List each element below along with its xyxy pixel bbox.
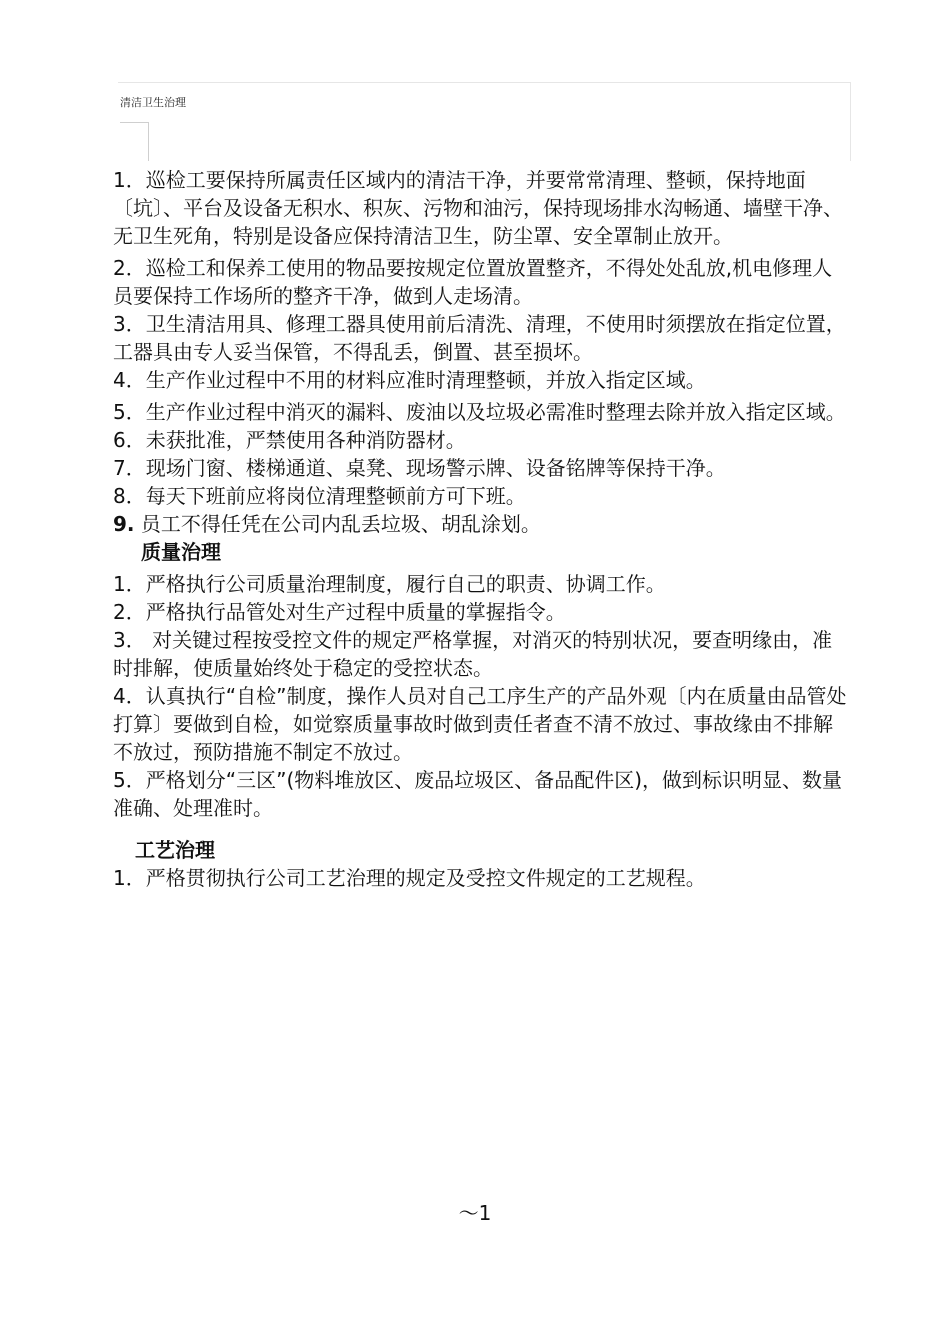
header-frame xyxy=(118,82,851,161)
hygiene-item-9-number: 9. xyxy=(113,512,135,536)
page-number: ～1 xyxy=(458,1201,492,1225)
hygiene-item-3: 3．卫生清洁用具、修理工器具使用前后清洗、清理，不使用时须摆放在指定位置，工器具由专人妥当保管，不得乱丢，倒置、甚至损坏。 xyxy=(113,312,846,364)
hygiene-item-9-text: 员工不得任凭在公司内乱丢垃圾、胡乱涂划。 xyxy=(134,512,541,536)
process-item-1: 1．严格贯彻执行公司工艺治理的规定及受控文件规定的工艺规程。 xyxy=(113,866,706,890)
hygiene-item-6: 6．未获批准，严禁使用各种消防器材。 xyxy=(113,428,466,452)
quality-heading: 质量治理 xyxy=(141,540,221,564)
header-corner-mark xyxy=(120,122,149,161)
quality-item-1: 1．严格执行公司质量治理制度，履行自己的职责、协调工作。 xyxy=(113,572,666,596)
hygiene-item-2: 2．巡检工和保养工使用的物品要按规定位置放置整齐，不得处处乱放,机电修理人员要保持工作场所的整齐干净，做到人走场清。 xyxy=(113,256,833,308)
hygiene-item-7: 7．现场门窗、楼梯通道、桌凳、现场警示牌、设备铭牌等保持干净。 xyxy=(113,456,726,480)
document-body xyxy=(113,166,848,892)
hygiene-item-1: 1．巡检工要保持所属责任区域内的清洁干净，并要常常清理、整顿，保持地面〔坑〕、平台及设备无积水、积灰、污物和油污，保持现场排水沟畅通、墙壁干净、无卫生死角，特别是设备应保持清洁卫生，防尘罩、安全罩制止放开。 xyxy=(113,168,843,248)
running-header: 清洁卫生治理 xyxy=(120,96,186,109)
process-heading: 工艺治理 xyxy=(135,838,215,862)
hygiene-item-5: 5．生产作业过程中消灭的漏料、废油以及垃圾必需准时整理去除并放入指定区域。 xyxy=(113,400,846,424)
hygiene-item-9 xyxy=(113,510,848,538)
quality-item-2: 2．严格执行品管处对生产过程中质量的掌握指令。 xyxy=(113,600,566,624)
quality-item-5: 5．严格划分“三区”(物料堆放区、废品垃圾区、备品配件区)，做到标识明显、数量准确、处理准时。 xyxy=(113,768,843,820)
quality-item-4: 4．认真执行“自检”制度，操作人员对自己工序生产的产品外观〔内在质量由品管处打算〕要做到自检，如觉察质量事故时做到责任者查不清不放过、事故缘由不排解不放过，预防措施不制定不放过。 xyxy=(113,684,847,764)
quality-item-3: 3． 对关键过程按受控文件的规定严格掌握，对消灭的特别状况，要查明缘由，准时排解，使质量始终处于稳定的受控状态。 xyxy=(113,628,833,680)
hygiene-item-4: 4．生产作业过程中不用的材料应准时清理整顿，并放入指定区域。 xyxy=(113,368,706,392)
hygiene-item-8: 8．每天下班前应将岗位清理整顿前方可下班。 xyxy=(113,484,526,508)
